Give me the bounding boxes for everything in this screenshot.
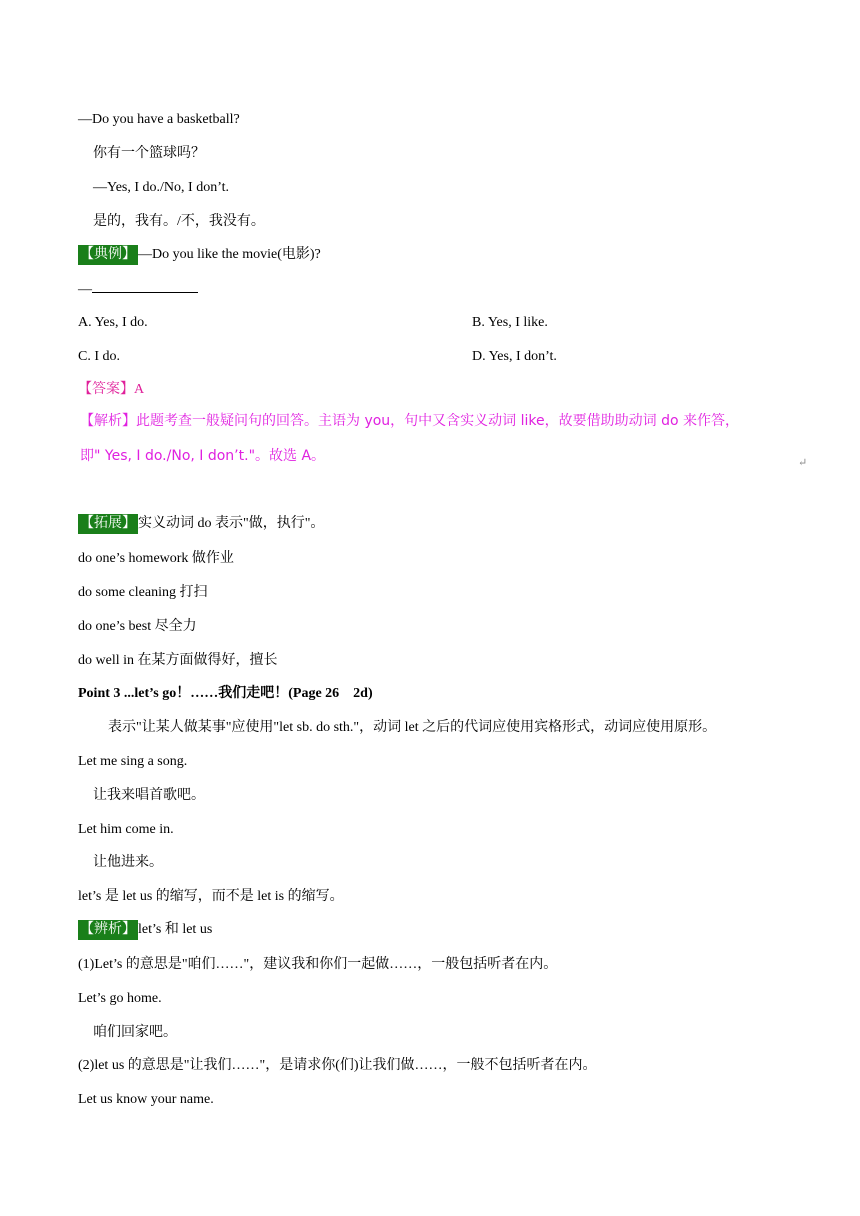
distinction-2: (2)let us 的意思是"让我们……"，是请求你(们)让我们做……，一般不包括听者在内。: [78, 1058, 597, 1073]
option-c: C. I do.: [78, 349, 120, 364]
distinction-1: (1)Let’s 的意思是"咱们……"，建议我和你们一起做……，一般包括听者在内。: [78, 957, 558, 972]
phrase-3: do one’s best 尽全力: [78, 619, 197, 634]
extension-line: [78, 514, 324, 534]
distinction-text: let’s 和 let us: [138, 922, 213, 937]
answer-blank: [92, 280, 198, 293]
dialog-answer-cn: 是的，我有。/不，我没有。: [93, 214, 265, 229]
example-question: —Do you like the movie(电影)?: [138, 247, 321, 262]
distinction-line: [78, 920, 212, 940]
example-line: [78, 245, 321, 265]
dialog-question: —Do you have a basketball?: [78, 112, 240, 127]
option-d: D. Yes, I don’t.: [472, 349, 557, 364]
option-b: B. Yes, I like.: [472, 315, 548, 330]
extension-text: 实义动词 do 表示"做，执行"。: [138, 516, 325, 531]
distinction-1-example: Let’s go home.: [78, 991, 162, 1006]
example-2-cn: 让他进来。: [93, 855, 163, 870]
analysis-line-2: 即" Yes, I do./No, I don’t."。故选 A。: [80, 448, 326, 464]
phrase-1: do one’s homework 做作业: [78, 551, 234, 566]
phrase-2: do some cleaning 打扫: [78, 585, 208, 600]
example-2: Let him come in.: [78, 822, 174, 837]
point3-description: 表示"让某人做某事"应使用"let sb. do sth."，动词 let 之后的代词应使用宾格形式，动词应使用原形。: [108, 720, 717, 735]
dash: —: [78, 282, 92, 297]
paragraph-return-mark: ↵: [798, 457, 808, 469]
example-1-cn: 让我来唱首歌吧。: [93, 788, 205, 803]
answer-label: 【答案】A: [78, 382, 145, 397]
phrase-4: do well in 在某方面做得好，擅长: [78, 653, 278, 668]
analysis-line-1: 【解析】此题考查一般疑问句的回答。主语为 you，句中又含实义动词 like，故要借助助动词 do 来作答，: [80, 413, 739, 429]
example-1: Let me sing a song.: [78, 754, 188, 769]
point3-heading: Point 3 ...let’s go！……我们走吧！(Page 26 2d): [78, 686, 373, 701]
answer-blank-line: [78, 280, 198, 300]
distinction-tag: 【辨析】: [78, 920, 138, 940]
option-a: A. Yes, I do.: [78, 315, 148, 330]
extension-tag: 【拓展】: [78, 514, 138, 534]
distinction-1-cn: 咱们回家吧。: [93, 1025, 177, 1040]
distinction-2-example: Let us know your name.: [78, 1092, 214, 1107]
dialog-answer: —Yes, I do./No, I don’t.: [93, 180, 229, 195]
dialog-question-cn: 你有一个篮球吗？: [93, 146, 205, 161]
example-tag: 【典例】: [78, 245, 138, 265]
lets-note: let’s 是 let us 的缩写，而不是 let is 的缩写。: [78, 889, 344, 904]
